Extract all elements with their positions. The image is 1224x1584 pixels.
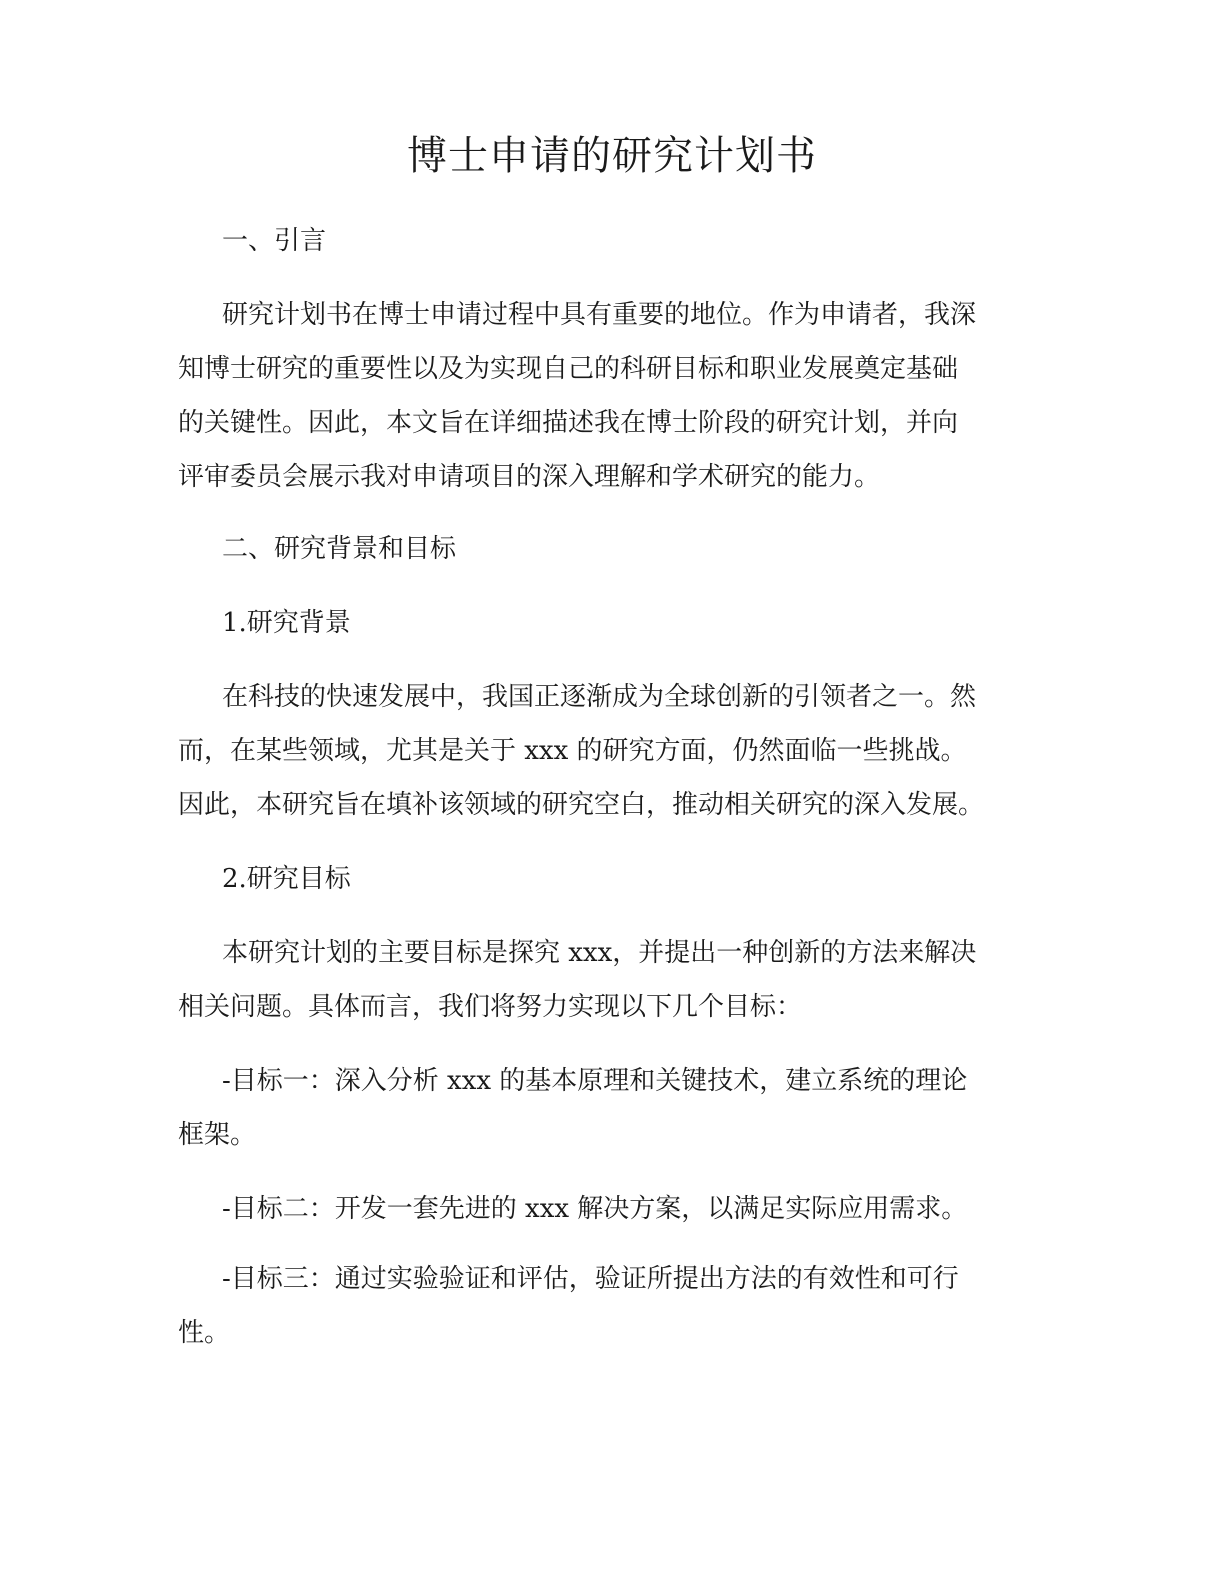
paragraph-line: 相关问题。具体而言，我们将努力实现以下几个目标： [178, 992, 803, 1022]
goal-item-three [178, 1252, 1058, 1360]
subsection-heading-goals [178, 852, 1058, 906]
paragraph-line: -目标一：深入分析 xxx 的基本原理和关键技术，建立系统的理论 [222, 1066, 968, 1096]
goal-item-two [178, 1182, 1058, 1236]
paragraph-line: -目标二：开发一套先进的 xxx 解决方案，以满足实际应用需求。 [222, 1194, 968, 1224]
heading-text: 1.研究背景 [222, 608, 351, 638]
paragraph-goals [178, 926, 1058, 1034]
heading-text: 二、研究背景和目标 [222, 534, 457, 564]
paragraph-line: 评审委员会展示我对申请项目的深入理解和学术研究的能力。 [178, 462, 881, 492]
goal-item-one [178, 1054, 1058, 1162]
paragraph-line: 本研究计划的主要目标是探究 xxx，并提出一种创新的方法来解决 [222, 938, 977, 968]
paragraph-introduction [178, 288, 1058, 504]
paragraph-line: 在科技的快速发展中，我国正逐渐成为全球创新的引领者之一。然 [222, 682, 977, 712]
paragraph-line: 因此，本研究旨在填补该领域的研究空白，推动相关研究的深入发展。 [178, 790, 985, 820]
paragraph-line: 性。 [178, 1318, 231, 1348]
paragraph-line: 研究计划书在博士申请过程中具有重要的地位。作为申请者，我深 [222, 300, 977, 330]
paragraph-line: 知博士研究的重要性以及为实现自己的科研目标和职业发展奠定基础 [178, 354, 959, 384]
subsection-heading-background [178, 596, 1058, 650]
paragraph-line: 框架。 [178, 1120, 257, 1150]
paragraph-background [178, 670, 1058, 832]
paragraph-line: 的关键性。因此，本文旨在详细描述我在博士阶段的研究计划，并向 [178, 408, 959, 438]
paragraph-line: 而，在某些领域，尤其是关于 xxx 的研究方面，仍然面临一些挑战。 [178, 736, 967, 766]
heading-text: 一、引言 [222, 226, 327, 256]
paragraph-line: -目标三：通过实验验证和评估，验证所提出方法的有效性和可行 [222, 1264, 959, 1294]
section-heading-introduction [178, 214, 1058, 268]
section-heading-background-goals [178, 522, 1058, 576]
heading-text: 2.研究目标 [222, 864, 351, 894]
document-title: 博士申请的研究计划书 [407, 133, 817, 179]
